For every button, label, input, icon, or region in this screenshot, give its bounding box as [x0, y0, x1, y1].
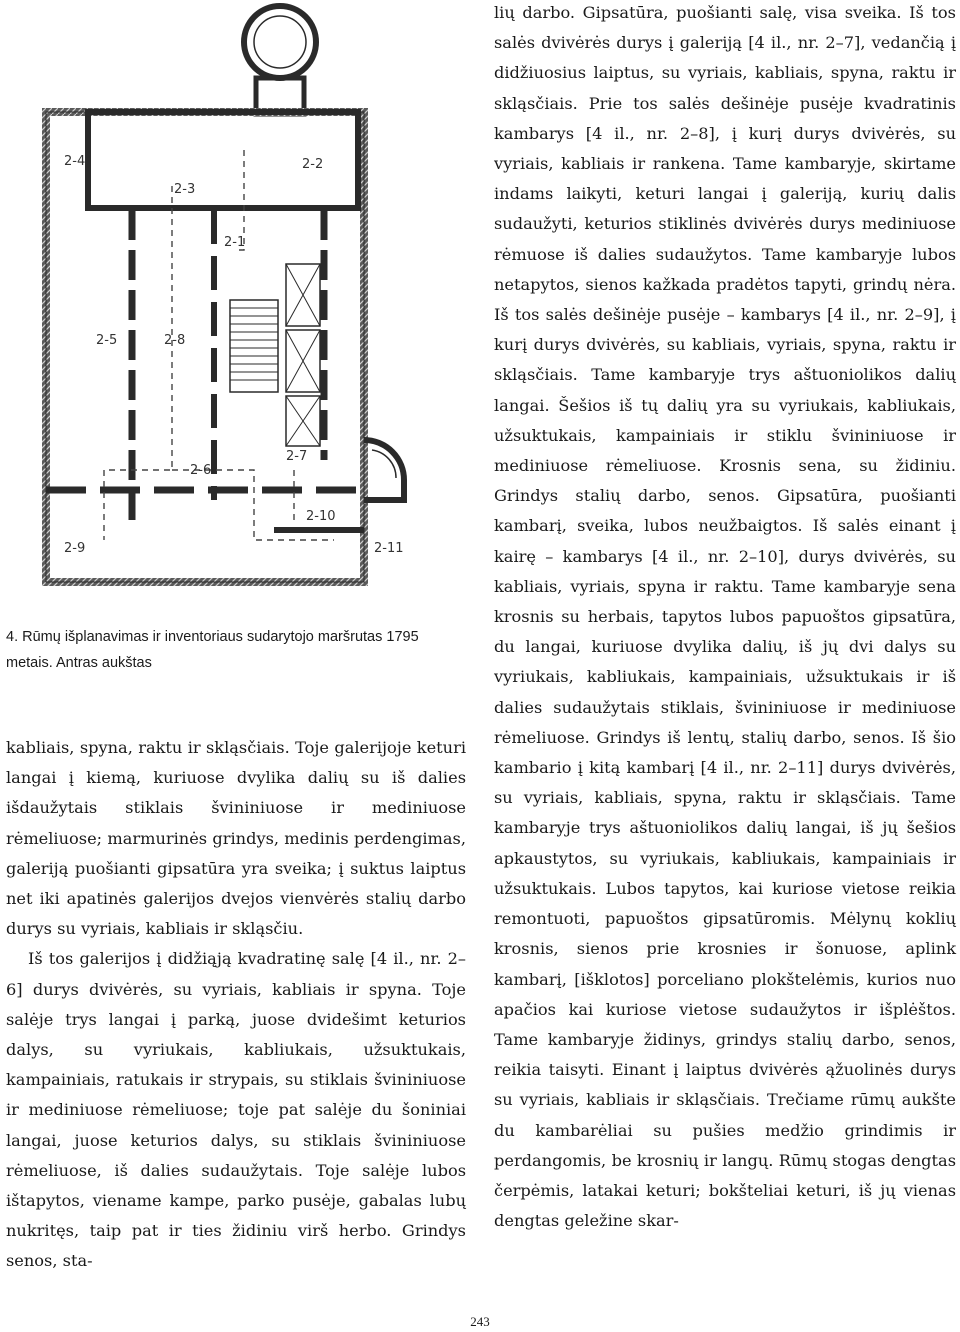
room-label-2-5: 2-5	[96, 333, 118, 348]
tower-circle	[244, 6, 316, 78]
floor-plan-drawing	[4, 0, 466, 606]
room-label-2-8: 2-8	[164, 333, 186, 348]
room-label-2-4: 2-4	[64, 154, 86, 169]
room-label-2-7: 2-7	[286, 449, 308, 464]
page-number: 243	[470, 1314, 490, 1329]
paragraph: Iš tos galerijos į didžiąją kvadratinę salę [4 il., nr. 2–6] durys dvivėrės, su vyriais, kabliais ir spyna. Toje salėje trys langai į parką, juose dvidešimt keturios dalys, su vyriukais, kabliukais, užsuktukais, kampainiais, ratukais ir strypais, su stiklais švininiuose ir mediniuose rėmeliuose; toje pat salėje du šoniniai langai, juose keturios dalys, su stiklais švininiuose rėmeliuose, iš dalies sudaužytais. Toje salėje lubos ištapytos, viename kampe, parko pusėje, gabalas lubų nukritęs, taip pat ir ties židiniu virš herbo. Grindys senos, sta-	[6, 949, 466, 1271]
room-label-2-3: 2-3	[174, 182, 196, 197]
room-label-2-10: 2-10	[306, 509, 336, 524]
paragraph: lių darbo. Gipsatūra, puošianti salę, visa sveika. Iš tos salės dvivėrės durys į galeriją [4 il., nr. 2–7], vedančią į didžiuosius laiptus, su vyriais, kabliais, spyna, raktu ir skląsčiais. Prie tos salės dešinėje pusėje kvadratinis kambarys [4 il., nr. 2–8], į kurį durys dvivėrės, su vyriais, kabliais ir rankena. Tame kambaryje, skirtame indams laikyti, keturi langai į galeriją, kurių dalis sudaužyti, keturios stiklinės dvivėrės durys mediniuose rėmuose iš dalies sudaužytos. Tame kambaryje lubos netapytos, sienos kažkada pradėtos tapyti, grindų nėra. Iš tos salės dešinėje pusėje – kambarys [4 il., nr. 2–9], į kurį durys dvivėrės, su kabliais, vyriais, spyna, raktu ir skląsčiais. Tame kambaryje trys aštuoniolikos dalių langai. Šešios iš tų dalių yra su vyriukais, kabliukais, užsuktukais, kampainiais ir stiklu švininiuose ir mediniuose rėmeliuose. Krosnis sena, su židiniu. Grindys stalių darbo, senos. Gipsatūra, puošianti kambarį, sveika, lubos neužbaigtos. Iš salės einant į kairę – kambarys [4 il., nr. 2–10], durys dvivėrės, su kabliais, vyriais, spyna ir raktu. Tame kambaryje sena krosnis su herbais, tapytos lubos papuoštos gipsatūra, du langai, kuriuose dvylika dalių, iš jų dvi dalys su vyriukais, kabliukais, kampainiais, užsuktukais ir iš dalies sudaužytais stiklais, švininiuose ir mediniuose rėmeliuose. Grindys iš lentų, stalių darbo, senos. Iš šio kambario į kitą kambarį [4 il., nr. 2–11] durys dvivėrės, su vyriais, kabliais, spyna, raktu ir skląsčiais. Tame kambaryje trys aštuoniolikos dalių langai, iš jų šešios apkaustytos, su vyriukais, kabliukais, kampainiais ir užsuktukais. Lubos tapytos, kai kuriose vietose reikia remontuoti, papuoštos gipsatūromis. Mėlynų koklių krosnis, sienos prie krosnies ir šonuose, aplink kambarį, [išklotos] porceliano plokštelėmis, kurios nuo apačios kai kuriose vietose sudaužytos ir išplėštos. Tame kambaryje židinys, grindys stalių darbo, senos, reikia taisyti. Einant į laiptus dvivėrės ąžuolinės durys su vyriais, kabliais ir skląsčiais. Trečiame rūmų aukšte du kambarėliai su pušies medžio grindimis ir perdangomis, be krosnių ir langų. Rūmų stogas dengtas čerpėmis, latakai keturi; bokšteliai keturi, iš jų vienas dengtas geležine skar-	[494, 3, 956, 1231]
room-label-2-1: 2-1	[224, 235, 246, 250]
floor-plan-figure	[4, 0, 466, 606]
right-text-column	[494, 0, 956, 1236]
left-text-column	[6, 733, 466, 1277]
figure-caption: 4. Rūmų išplanavimas ir inventoriaus sudarytojo maršrutas 1795 metais. Antras aukštas	[6, 629, 419, 671]
room-label-2-2: 2-2	[302, 157, 324, 172]
room-label-2-11: 2-11	[374, 541, 404, 556]
paragraph: kabliais, spyna, raktu ir skląsčiais. Toje galerijoje keturi langai į kiemą, kuriuose dvylika dalių su iš dalies išdaužytais stiklais švininiuose ir mediniuose rėmeliuose; marmurinės grindys, medinis perdengimas, galeriją puošianti gipsatūra yra sveika; į suktus laiptus net iki apatinės galerijos dvejos vienvėrės stalių darbo durys su vyriais, kabliais ir skląsčiu.	[6, 738, 466, 939]
room-label-2-6: 2-6	[190, 463, 212, 478]
room-label-2-9: 2-9	[64, 541, 86, 556]
